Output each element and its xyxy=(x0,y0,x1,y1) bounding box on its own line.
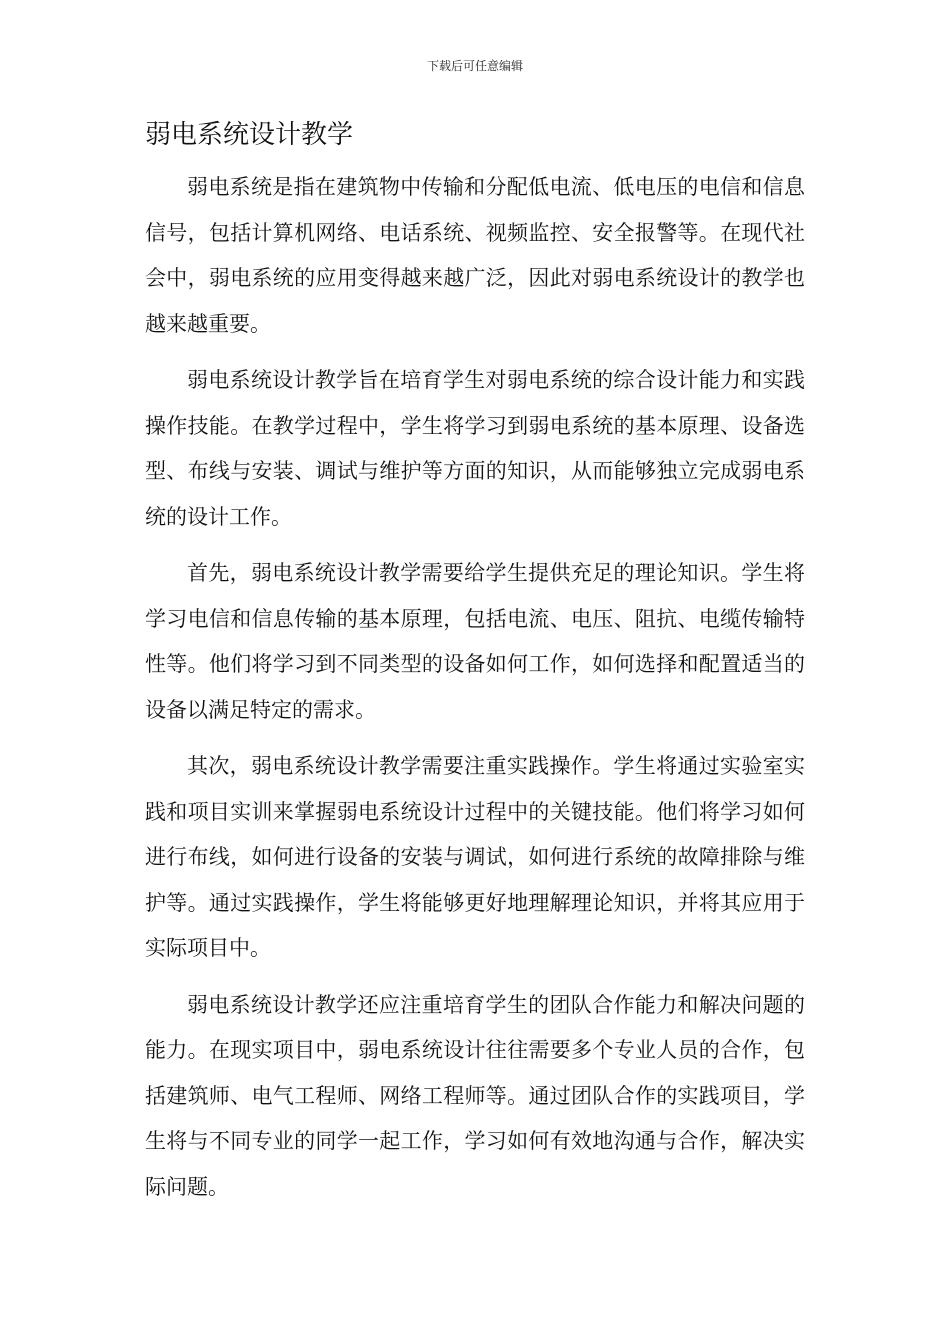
paragraph-3: 首先，弱电系统设计教学需要给学生提供充足的理论知识。学生将学习电信和信息传输的基本原理，包括电流、电压、阻抗、电缆传输特性等。他们将学习到不同类型的设备如何工作，如何选择和配置适当的设备以满足特定的需求。 xyxy=(145,561,805,722)
paragraph-2: 弱电系统设计教学旨在培育学生对弱电系统的综合设计能力和实践操作技能。在教学过程中，学生将学习到弱电系统的基本原理、设备选型、布线与安装、调试与维护等方面的知识，从而能够独立完成弱电系统的设计工作。 xyxy=(145,368,805,529)
document-title: 弱电系统设计教学 xyxy=(145,120,354,150)
paragraph-4: 其次，弱电系统设计教学需要注重实践操作。学生将通过实验室实践和项目实训来掌握弱电系统设计过程中的关键技能。他们将学习如何进行布线，如何进行设备的安装与调试，如何进行系统的故障排除与维护等。通过实践操作，学生将能够更好地理解理论知识，并将其应用于实际项目中。 xyxy=(145,754,805,960)
header-note: 下载后可任意编辑 xyxy=(426,59,523,73)
paragraph-1: 弱电系统是指在建筑物中传输和分配低电流、低电压的电信和信息信号，包括计算机网络、电话系统、视频监控、安全报警等。在现代社会中，弱电系统的应用变得越来越广泛，因此对弱电系统设计的教学也越来越重要。 xyxy=(145,175,805,336)
paragraph-5: 弱电系统设计教学还应注重培育学生的团队合作能力和解决问题的能力。在现实项目中，弱电系统设计往往需要多个专业人员的合作，包括建筑师、电气工程师、网络工程师等。通过团队合作的实践项目，学生将与不同专业的同学一起工作，学习如何有效地沟通与合作，解决实际问题。 xyxy=(145,992,805,1199)
document-body xyxy=(145,165,805,1221)
